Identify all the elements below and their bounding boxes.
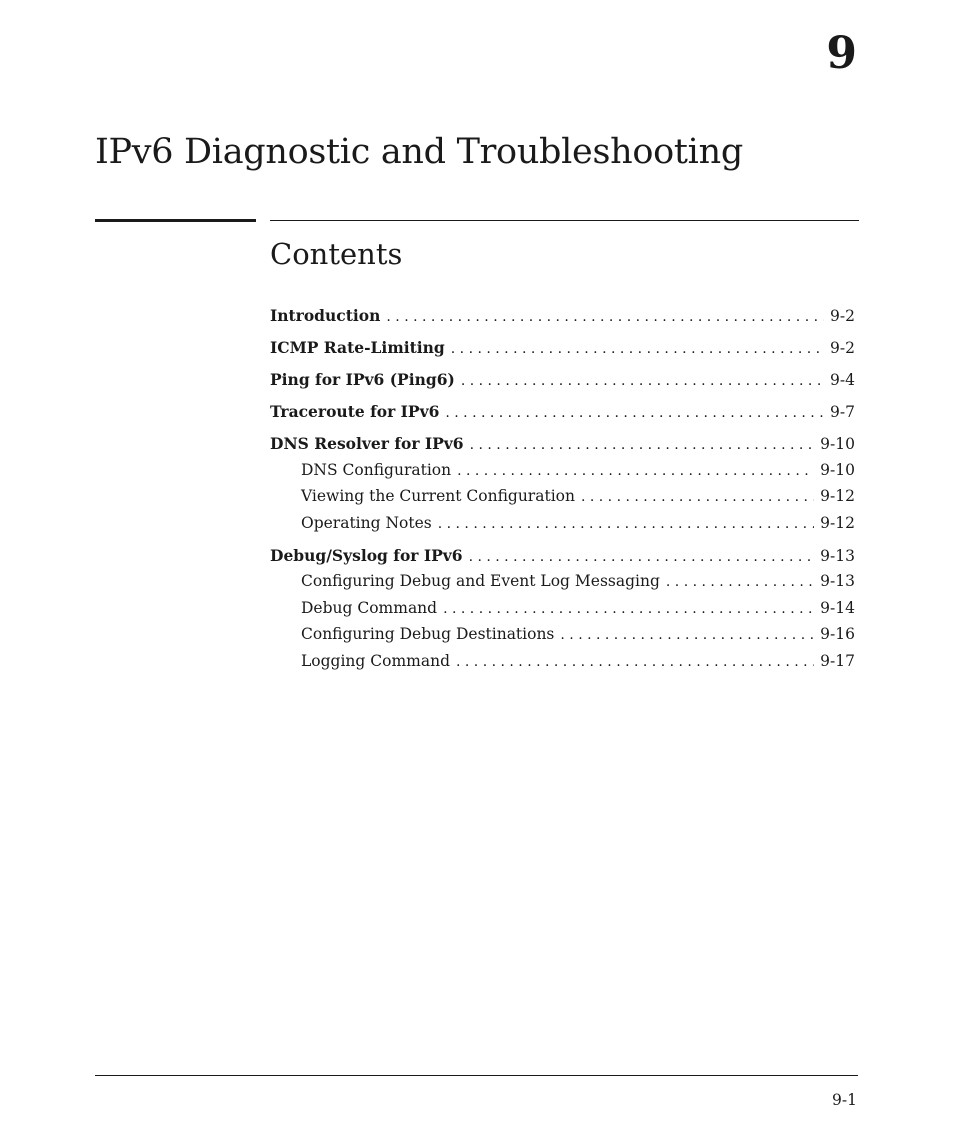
chapter-rule-thin xyxy=(270,220,859,221)
toc-entry-label: ICMP Rate-Limiting xyxy=(270,338,451,357)
toc-entry-label: Introduction xyxy=(270,306,386,325)
toc-entry-page: 9-16 xyxy=(814,625,855,643)
toc-leader-dots xyxy=(445,405,824,421)
table-of-contents xyxy=(270,306,855,674)
toc-entry-label: DNS Configuration xyxy=(301,461,457,479)
toc-entry-page: 9-4 xyxy=(824,371,855,389)
toc-entry-label: Viewing the Current Configuration xyxy=(301,487,581,505)
toc-entry-page: 9-14 xyxy=(814,599,855,617)
chapter-rule-thick xyxy=(95,219,256,222)
toc-leader-dots xyxy=(443,601,814,617)
toc-subentry[interactable] xyxy=(270,599,855,621)
toc-entry-label: Debug Command xyxy=(301,599,443,617)
toc-entry-page: 9-2 xyxy=(824,339,855,357)
toc-entry-page: 9-17 xyxy=(814,652,855,670)
toc-leader-dots xyxy=(469,549,815,565)
toc-entry[interactable] xyxy=(270,402,855,424)
toc-entry-page: 9-7 xyxy=(824,403,855,421)
contents-heading: Contents xyxy=(270,237,403,271)
toc-subentry[interactable] xyxy=(270,652,855,674)
toc-entry-label: DNS Resolver for IPv6 xyxy=(270,434,470,453)
toc-leader-dots xyxy=(560,627,814,643)
toc-entry[interactable] xyxy=(270,434,855,456)
toc-leader-dots xyxy=(457,463,814,479)
toc-entry[interactable] xyxy=(270,370,855,392)
footer-page-number: 9-1 xyxy=(832,1091,857,1109)
chapter-title: IPv6 Diagnostic and Troubleshooting xyxy=(95,132,743,172)
toc-entry-page: 9-13 xyxy=(814,572,855,590)
toc-entry-label: Debug/Syslog for IPv6 xyxy=(270,546,469,565)
chapter-number: 9 xyxy=(826,28,857,79)
toc-leader-dots xyxy=(581,489,814,505)
toc-leader-dots xyxy=(451,341,824,357)
footer-rule xyxy=(95,1075,858,1076)
toc-entry-label: Operating Notes xyxy=(301,514,438,532)
toc-subentry[interactable] xyxy=(270,625,855,647)
toc-entry-page: 9-10 xyxy=(814,435,855,453)
toc-entry[interactable] xyxy=(270,546,855,568)
toc-entry-page: 9-10 xyxy=(814,461,855,479)
toc-subentry[interactable] xyxy=(270,514,855,536)
toc-leader-dots xyxy=(470,437,815,453)
toc-leader-dots xyxy=(666,574,814,590)
toc-leader-dots xyxy=(456,654,814,670)
toc-entry-label: Ping for IPv6 (Ping6) xyxy=(270,370,461,389)
toc-entry[interactable] xyxy=(270,338,855,360)
toc-subentry[interactable] xyxy=(270,461,855,483)
toc-entry-label: Logging Command xyxy=(301,652,456,670)
toc-entry-label: Configuring Debug and Event Log Messaging xyxy=(301,572,666,590)
toc-entry-page: 9-2 xyxy=(824,307,855,325)
toc-subentry[interactable] xyxy=(270,487,855,509)
toc-entry-page: 9-12 xyxy=(814,514,855,532)
toc-subentry[interactable] xyxy=(270,572,855,594)
toc-entry[interactable] xyxy=(270,306,855,328)
toc-leader-dots xyxy=(461,373,824,389)
toc-leader-dots xyxy=(386,309,824,325)
toc-entry-label: Traceroute for IPv6 xyxy=(270,402,445,421)
toc-leader-dots xyxy=(438,516,814,532)
toc-entry-page: 9-13 xyxy=(814,547,855,565)
toc-entry-page: 9-12 xyxy=(814,487,855,505)
toc-entry-label: Configuring Debug Destinations xyxy=(301,625,560,643)
